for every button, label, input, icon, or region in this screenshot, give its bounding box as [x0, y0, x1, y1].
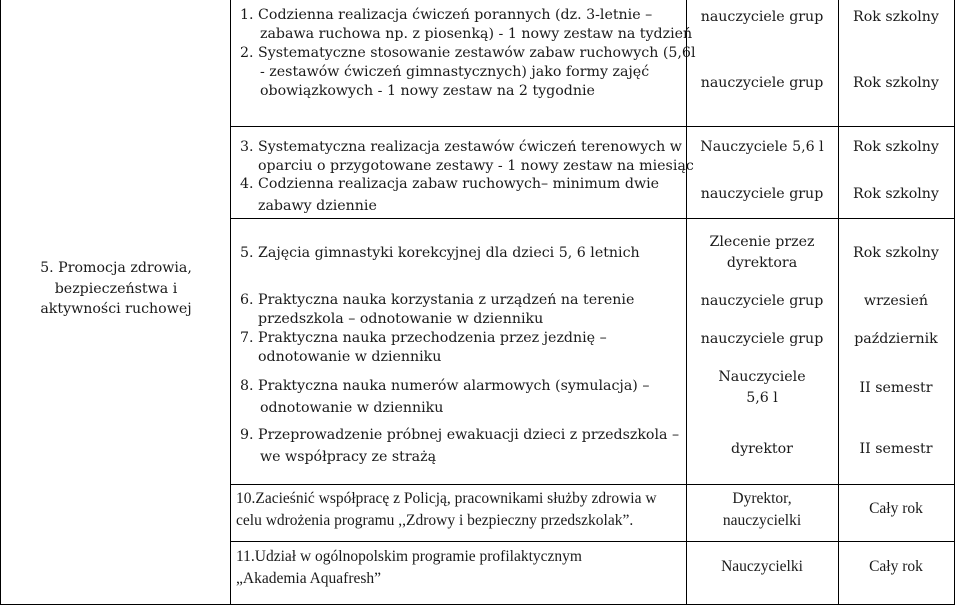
term-9: II semestr — [859, 441, 933, 457]
task-1: 1. Codzienna realizacja ćwiczeń porannych (dz. 3-letnie – zabawa ruchowa np. z piosenką) - 1 nowy zestaw na tydzień — [240, 7, 693, 42]
term-4: Rok szkolny — [853, 186, 939, 202]
border-col1 — [230, 0, 231, 605]
term-3: Rok szkolny — [853, 139, 939, 155]
task-10: 10.Zacieśnić współpracę z Policją, pracownikami służby zdrowia w celu wdrożenia programu ,,Zdrowy i bezpieczny przedszkolak”. — [236, 490, 657, 529]
term-7: październik — [854, 331, 938, 347]
responsible-9: dyrektor — [731, 441, 793, 457]
responsible-10: Dyrektor, nauczycielki — [722, 490, 802, 529]
responsible-3: Nauczyciele 5,6 l — [700, 139, 824, 155]
responsible-7: nauczyciele grup — [700, 331, 824, 347]
task-5: 5. Zajęcia gimnastyki korekcyjnej dla dzieci 5, 6 letnich — [240, 245, 640, 261]
section-title-line: bezpieczeństwa i — [54, 280, 178, 297]
term-10: Cały rok — [869, 500, 923, 517]
responsible-1: nauczyciele grup — [700, 9, 824, 25]
border-row-2 — [230, 218, 955, 219]
task-6: 6. Praktyczna nauka korzystania z urządzeń na terenie przedszkola – odnotowanie w dzienniku — [240, 292, 635, 327]
task-2: 2. Systematyczne stosowanie zestawów zabaw ruchowych (5,6l - zestawów ćwiczeń gimnastycznych) jako formy zajęć obowiązkowych - 1 nowy zestaw na 2 tygodnie — [240, 45, 696, 99]
section-title-line: 5. Promocja zdrowia, — [40, 260, 192, 276]
term-2: Rok szkolny — [853, 75, 939, 91]
task-4: 4. Codzienna realizacja zabaw ruchowych– minimum dwie zabawy dziennie — [240, 176, 660, 214]
task-3: 3. Systematyczna realizacja zestawów ćwiczeń terenowych w oparciu o przygotowane zestawy - 1 nowy zestaw na miesiąc — [240, 139, 694, 174]
section-number: 5. — [40, 260, 54, 276]
section-title-line: aktywności ruchowej — [40, 301, 192, 317]
term-11: Cały rok — [869, 558, 923, 575]
term-5: Rok szkolny — [853, 245, 939, 261]
task-9: 9. Przeprowadzenie próbnej ewakuacji dzieci z przedszkola – we współpracy ze strażą — [240, 427, 680, 465]
task-11: 11.Udział w ogólnopolskim programie profilaktycznym „Akademia Aquafresh” — [236, 548, 582, 587]
border-row-4 — [230, 541, 955, 542]
border-row-3 — [230, 484, 955, 485]
responsible-11: Nauczycielki — [721, 558, 803, 575]
section-label — [2, 258, 230, 320]
responsible-4: nauczyciele grup — [700, 186, 824, 202]
responsible-6: nauczyciele grup — [700, 293, 824, 309]
task-8: 8. Praktyczna nauka numerów alarmowych (symulacja) – odnotowanie w dzienniku — [240, 378, 650, 416]
responsible-8: Nauczyciele 5,6 l — [718, 369, 806, 406]
term-6: wrzesień — [863, 293, 929, 309]
term-8: II semestr — [859, 380, 933, 396]
task-7: 7. Praktyczna nauka przechodzenia przez jezdnię – odnotowanie w dzienniku — [240, 330, 607, 365]
border-row-1 — [230, 126, 955, 127]
border-left — [0, 0, 1, 605]
responsible-2: nauczyciele grup — [700, 75, 824, 91]
responsible-5: Zlecenie przez dyrektora — [709, 234, 815, 271]
border-right — [954, 0, 955, 605]
term-1: Rok szkolny — [853, 9, 939, 25]
